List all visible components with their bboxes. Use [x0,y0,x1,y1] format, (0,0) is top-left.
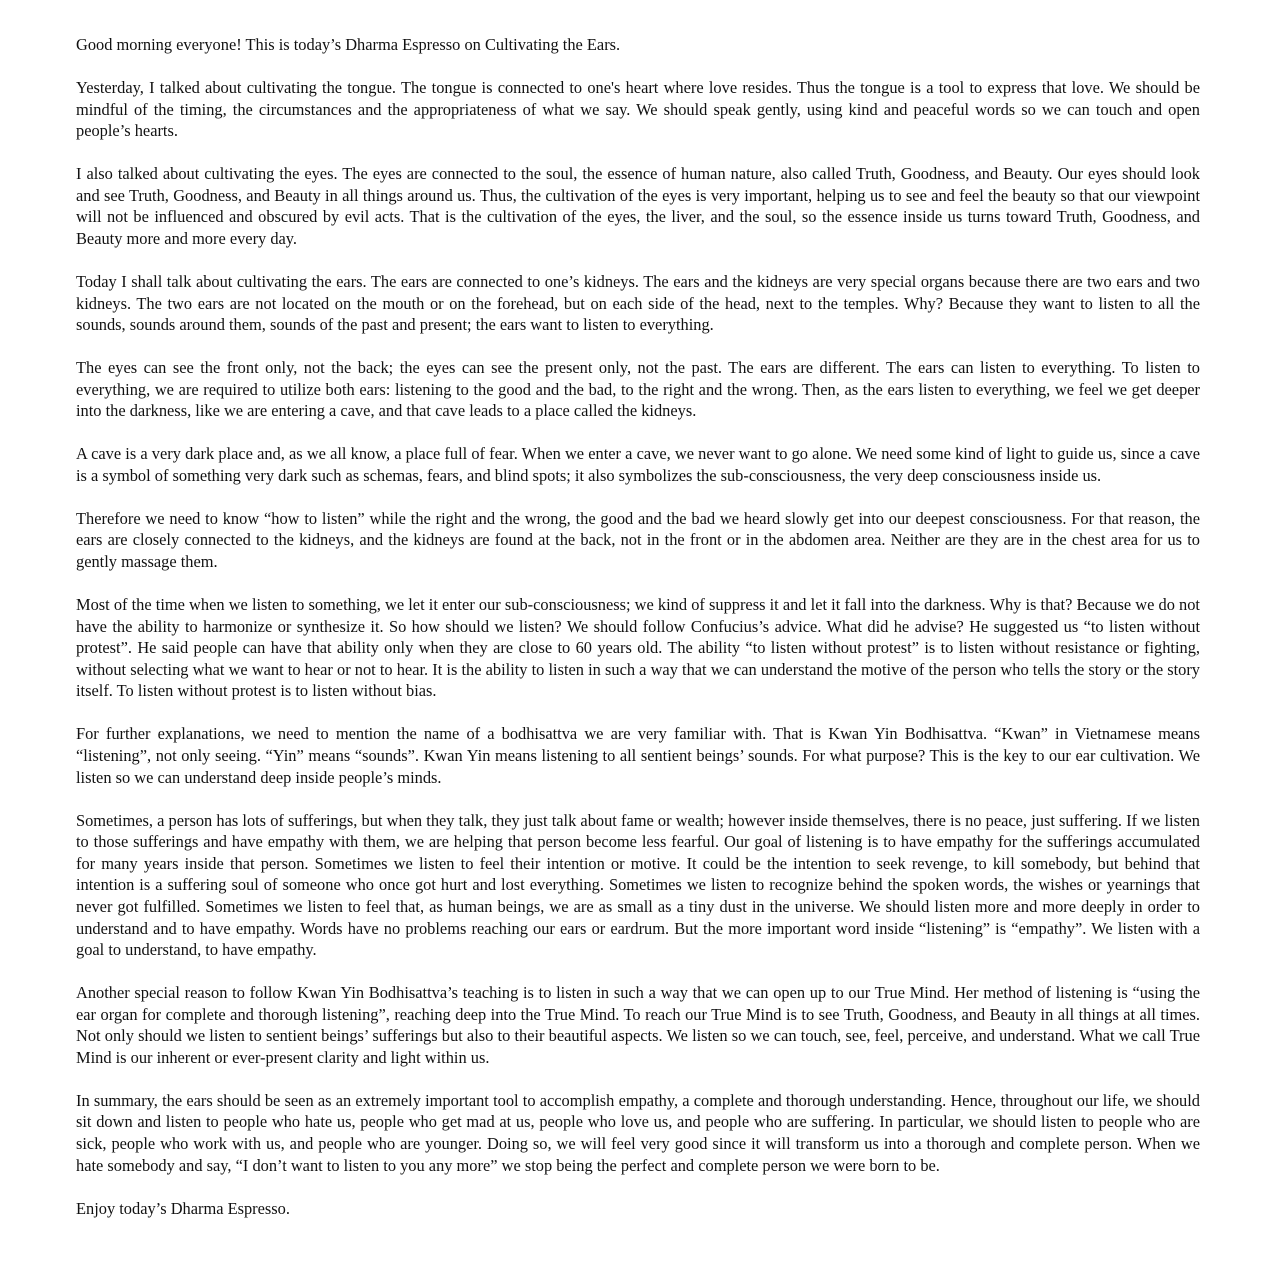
paragraph-true-mind: Another special reason to follow Kwan Yin Bodhisattva’s teaching is to listen in such a way that we can open up to our True Mind. Her method of listening is “using the ear organ for complete and thorough listening”, reaching deep into the True Mind. To reach our True Mind is to see Truth, Goodness, and Beauty in all things at all times. Not only should we listen to sentient beings’ sufferings but also to their beautiful aspects. We listen so we can touch, see, feel, perceive, and understand. What we call True Mind is our inherent or ever-present clarity and light within us. [76,983,1200,1067]
paragraph-confucius: Most of the time when we listen to something, we let it enter our sub-consciousness; we kind of suppress it and let it fall into the darkness. Why is that? Because we do not have the ability to harmonize or synthesize it. So how should we listen? We should follow Confucius’s advice. What did he advise? He suggested us “to listen without protest”. He said people can have that ability only when they are close to 60 years old. The ability “to listen without protest” is to listen without resistance or fighting, without selecting what we want to hear or not to hear. It is the ability to listen in such a way that we can understand the motive of the person who tells the story or the story itself. To listen without protest is to listen without bias. [76,595,1200,701]
paragraph-eyes: I also talked about cultivating the eyes. The eyes are connected to the soul, the essence of human nature, also called Truth, Goodness, and Beauty. Our eyes should look and see Truth, Goodness, and Beauty in all things around us. Thus, the cultivation of the eyes is very important, helping us to see and feel the beauty so that our viewpoint will not be influenced and obscured by evil acts. That is the cultivation of the eyes, the liver, and the soul, so the essence inside us turns toward Truth, Goodness, and Beauty more and more every day. [76,164,1200,248]
paragraph-summary: In summary, the ears should be seen as an extremely important tool to accomplish empathy, a complete and thorough understanding. Hence, throughout our life, we should sit down and listen to people who hate us, people who get mad at us, people who love us, and people who are suffering. In particular, we should listen to people who are sick, people who work with us, and people who are younger. Doing so, we will feel very good since it will transform us into a thorough and complete person. When we hate somebody and say, “I don’t want to listen to you any more” we stop being the perfect and complete person we were born to be. [76,1090,1200,1175]
greeting-paragraph: Good morning everyone! This is today’s Dharma Espresso on Cultivating the Ears. [76,35,621,54]
paragraph-eyes-vs-ears: The eyes can see the front only, not the back; the eyes can see the present only, not the past. The ears are different. The ears can listen to everything. To listen to everything, we are required to utilize both ears: listening to the good and the bad, to the right and the wrong. Then, as the ears listen to everything, we feel we get deeper into the darkness, like we are entering a cave, and that cave leads to a place called the kidneys. [76,358,1200,421]
document-page [76,34,1200,1241]
paragraph-ears-intro: Today I shall talk about cultivating the ears. The ears are connected to one’s kidneys. The ears and the kidneys are very special organs because there are two ears and two kidneys. The two ears are not located on the mouth or on the forehead, but on each side of the head, next to the temples. Why? Because they want to listen to all the sounds, sounds around them, sounds of the past and present; the ears want to listen to everything. [76,271,1200,335]
paragraph-how-to-listen: Therefore we need to know “how to listen” while the right and the wrong, the good and the bad we heard slowly get into our deepest consciousness. For that reason, the ears are closely connected to the kidneys, and the kidneys are found at the back, not in the front or in the abdomen area. Neither are they are in the chest area for us to gently massage them. [76,508,1200,572]
paragraph-sufferings: Sometimes, a person has lots of sufferings, but when they talk, they just talk about fame or wealth; however inside themselves, there is no peace, just suffering. If we listen to those sufferings and have empathy with them, we are helping that person become less fearful. Our goal of listening is to have empathy for the sufferings accumulated for many years inside that person. Sometimes we listen to feel their intention or motive. It could be the intention to seek revenge, to kill somebody, but behind that intention is a suffering soul of someone who once got hurt and lost everything. Sometimes we listen to recognize behind the spoken words, the wishes or yearnings that never got fulfilled. Sometimes we listen to feel that, as human beings, we are as small as a tiny dust in the universe. We should listen more and more deeply in order to understand and to have empathy. Words have no problems reaching our ears or eardrum. But the more important word inside “listening” is “empathy”. We listen with a goal to understand, to have empathy. [76,810,1200,960]
paragraph-kwan-yin: For further explanations, we need to mention the name of a bodhisattva we are very familiar with. That is Kwan Yin Bodhisattva. “Kwan” in Vietnamese means “listening”, not only seeing. “Yin” means “sounds”. Kwan Yin means listening to all sentient beings’ sounds. For what purpose? This is the key to our ear cultivation. We listen so we can understand deep inside people’s minds. [76,724,1200,787]
paragraph-cave: A cave is a very dark place and, as we all know, a place full of fear. When we enter a cave, we never want to go alone. We need some kind of light to guide us, since a cave is a symbol of something very dark such as schemas, fears, and blind spots; it also symbolizes the sub-consciousness, the very deep consciousness inside us. [76,444,1200,485]
paragraph-tongue: Yesterday, I talked about cultivating the tongue. The tongue is connected to one's heart where love resides. Thus the tongue is a tool to express that love. We should be mindful of the timing, the circumstances and the appropriateness of what we say. We should speak gently, using kind and peaceful words so we can touch and open people’s hearts. [76,77,1200,141]
closing-paragraph: Enjoy today’s Dharma Espresso. [76,1198,290,1218]
